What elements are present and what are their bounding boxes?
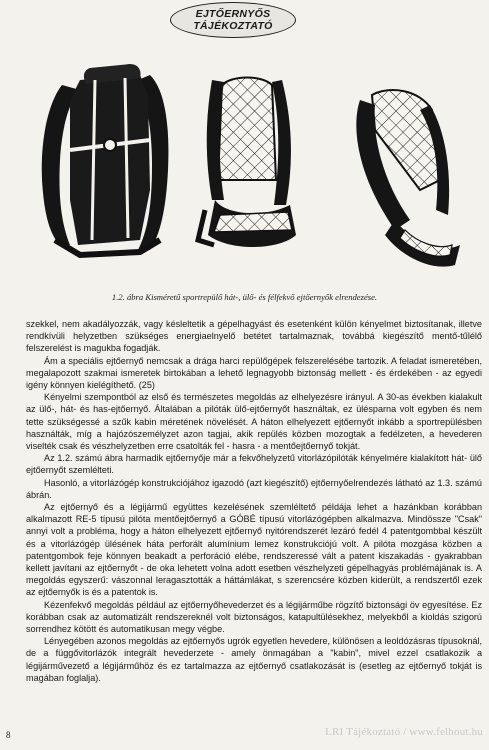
reclining-parachute-drawing [356, 90, 460, 267]
paragraph: Hasonló, a vitorlázógép konstrukciójához igazodó (azt kiegészítő) ejtőernyőelrendezés látható az 1.3. számú ábrán. [26, 477, 482, 500]
paragraph: Az ejtőernyő és a légijármű együttes kezelésének szemléltető példája lehet a hazánkban korábban alkalmazott RE-5 típusú pilóta mentőejtőernyő a GÓBÉ típusú vitorlázógépben alkalmazva. Mindössze "Csak" annyi volt a probléma, hogy a háton elhelyezett ejtőernyő nyitórendszerét lezáró fedél 4 patentgombbal készült és a vitorlázógép ülésének háta perforált alumínium lemez konstrukciójú volt. A pilóta mozgása közben a patentgombok feje könnyen beakadt a perforáció elébe, rendszeressé vált a patent kiszakadás - gyakrabban kellett javítani az ejtőernyőt - de oka lehetett volna adott esetben vészhelyzeti gépelhagyás problémájának is. A megoldás egyszerű: vászonnal leragasztották a háttámlákat, s szerencsére közben kiderült, a rendszertől ezek az ejtőernyők is és a patentok is. [26, 502, 482, 598]
header-title-line1: EJTŐERNYŐS [195, 8, 271, 20]
paragraph: Kényelmi szempontból az első és természetes megoldás az elhelyezésre irányul. A 30-as években kialakult az ülő-, hát- és has-ejtőernyő. Általában a pilóták ülő-ejtőernyőt használtak, ez ülésparna volt egyben és nem tette szükségessé a szűk kabin méretének növelését. A háton elhelyezett ejtőernyőt inkább a sportrepülésben használták, míg a hajózószemélyzet azon tagjai, akik repülés közben mozogtak a fedélzeten, a hevederen viselték csak és vészhelyzetben erre csatolták fel - hasra - a mentőejtőernyő tokját. [26, 392, 482, 452]
paragraph: Ám a speciális ejtőernyő nemcsak a drága harci repülőgépek felszerelésébe tartozik. A feladat ismeretében, megalapozott szakmai ismeretek birtokában a lehető legnagyobb biztonság mellett - és érdekében - az egyedi igény könnyen kielégíthető. (25) [26, 355, 482, 391]
page-number: 8 [6, 730, 11, 740]
header-title-line2: TÁJÉKOZTATÓ [193, 20, 273, 32]
back-parachute-drawing [42, 64, 169, 255]
parachute-illustration [0, 40, 489, 285]
header-badge [170, 2, 296, 38]
seat-parachute-drawing [198, 78, 296, 248]
paragraph: szekkel, nem akadályozzák, vagy késleltetik a gépelhagyást és esetenként külön kényelmet biztosítanak, illetve rendkívüli helyzetben szükséges energiaelnyelő betétet tartalmaznak, továbbá kiegészítő mentő-tűlélő felszerelést is magukba fogadják. [26, 319, 482, 354]
paragraph: Lényegében azonos megoldás az ejtőernyős ugrók egyetlen hevedere, különösen a leoldózásras típusoknál, de a függővitorlázók integrált hevederzete - amely önmagában a "kabin", mivel ezzel csatlakozik a légijárművezető a légijárműhöz és ez tartalmazza az ejtőernyő csatlakozását is (esetleg az ejtőernyő tokját is magában foglalja). [26, 636, 482, 683]
paragraph: Kézenfekvő megoldás például az ejtőernyőhevederzet és a légijárműbe rögzítő biztonsági öv egyesítése. Ez korábban csak az automatizált rendszereknél volt biztonságos, katapultülésekhez, melyekből a kioldás szigorú sorrendhez kötött és automatikusan megy végbe. [26, 599, 482, 635]
figure-caption: 1.2. ábra Kisméretű sportrepülő hát-, ülő- és félfekvő ejtőernyők elrendezése. [111, 292, 378, 302]
paragraph: Az 1.2. számú ábra harmadik ejtőernyője már a fekvőhelyzetű vitorlázópilóták kényelmére kialakított hát- ülő ejtőernyőt szemlélteti. [26, 453, 482, 476]
footer-brand: LRI Tájékoztató / www.felhout.hu [325, 726, 483, 738]
body-text [26, 318, 482, 684]
